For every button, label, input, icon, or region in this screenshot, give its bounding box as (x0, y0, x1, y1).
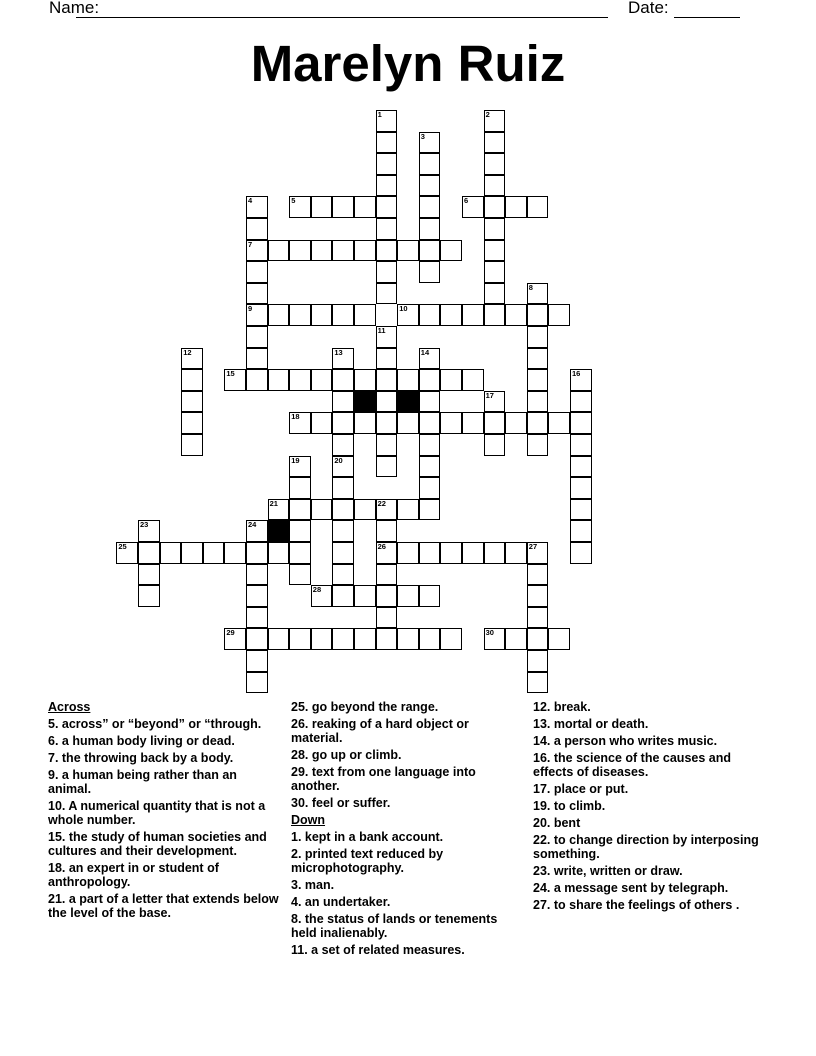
clue-number: 21 (269, 498, 278, 508)
grid-cell[interactable] (311, 499, 333, 521)
clue-item: 9. a human being rather than an animal. (48, 768, 237, 796)
clue-section-heading: Across (48, 700, 91, 714)
clue-number: 17 (485, 390, 494, 400)
puzzle-title: Marelyn Ruiz (250, 35, 566, 92)
grid-cell[interactable] (527, 434, 549, 456)
grid-cell[interactable] (160, 542, 182, 564)
grid-cell[interactable] (376, 607, 398, 629)
grid-cell[interactable] (332, 196, 354, 218)
grid-cell[interactable] (570, 456, 592, 478)
grid-cell[interactable] (376, 240, 398, 262)
grid-cell[interactable] (527, 412, 549, 434)
grid-cell[interactable] (354, 628, 376, 650)
grid-cell[interactable] (289, 628, 311, 650)
grid-cell[interactable] (505, 628, 527, 650)
grid-cell[interactable] (484, 283, 506, 305)
clue-item: 26. reaking of a hard object or material. (291, 717, 469, 745)
grid-cell[interactable] (224, 542, 246, 564)
grid-cell[interactable] (570, 434, 592, 456)
grid-cell[interactable] (332, 520, 354, 542)
grid-cell[interactable] (397, 240, 419, 262)
clue-number: 16 (572, 369, 581, 379)
grid-cell[interactable] (332, 391, 354, 413)
grid-cell[interactable] (246, 650, 268, 672)
grid-cell[interactable] (181, 391, 203, 413)
grid-cell[interactable] (570, 391, 592, 413)
grid-cell[interactable] (397, 499, 419, 521)
clue-item: 29. text from one language into another. (291, 765, 476, 793)
grid-cell[interactable] (354, 585, 376, 607)
clue-item: 3. man. (291, 878, 335, 892)
grid-cell[interactable] (570, 499, 592, 521)
clue-item: 12. break. (533, 700, 591, 714)
clue-number: 9 (248, 304, 253, 314)
grid-cell[interactable] (527, 348, 549, 370)
grid-cell[interactable] (440, 542, 462, 564)
clue-item: 28. go up or climb. (291, 748, 402, 762)
grid-cell[interactable] (484, 434, 506, 456)
grid-cell[interactable] (246, 585, 268, 607)
clue-item: 14. a person who writes music. (533, 734, 718, 748)
clue-number: 24 (248, 520, 257, 530)
grid-cell[interactable] (138, 542, 160, 564)
clue-item: 15. the study of human societies and cultures and their development. (48, 830, 267, 858)
grid-cell[interactable] (332, 499, 354, 521)
grid-cell[interactable] (397, 542, 419, 564)
clue-item: 17. place or put. (533, 782, 629, 796)
clue-number: 27 (528, 542, 538, 551)
grid-cell[interactable] (311, 412, 333, 434)
black-square (397, 391, 419, 413)
grid-cell[interactable] (462, 369, 484, 391)
grid-cell[interactable] (311, 304, 333, 326)
grid-cell[interactable] (354, 304, 376, 326)
clue-number: 1 (377, 110, 382, 119)
clue-number: 6 (464, 196, 469, 206)
grid-cell[interactable] (246, 628, 268, 650)
grid-cell[interactable] (484, 196, 506, 218)
grid-cell[interactable] (376, 456, 398, 478)
grid-cell[interactable] (376, 369, 398, 391)
clue-item: 16. the science of the causes and effects of diseases. (533, 751, 731, 779)
grid-cell[interactable] (332, 585, 354, 607)
grid-cell[interactable] (376, 434, 398, 456)
grid-cell[interactable] (138, 564, 160, 586)
clue-item: 27. to share the feelings of others . (533, 898, 740, 912)
grid-cell[interactable] (246, 672, 268, 694)
grid-cell[interactable] (527, 391, 549, 413)
grid-cell[interactable] (419, 175, 441, 197)
grid-cell[interactable] (570, 477, 592, 499)
clue-number: 28 (312, 585, 322, 595)
grid-cell[interactable] (246, 607, 268, 629)
clue-number: 5 (291, 196, 296, 206)
grid-cell[interactable] (527, 369, 549, 391)
grid-cell[interactable] (354, 499, 376, 521)
grid-cell[interactable] (419, 391, 441, 413)
grid-cell[interactable] (419, 434, 441, 456)
grid-cell[interactable] (376, 348, 398, 370)
grid-cell[interactable] (332, 369, 354, 391)
grid-cell[interactable] (332, 412, 354, 434)
grid-cell[interactable] (268, 304, 290, 326)
grid-cell[interactable] (289, 520, 311, 542)
grid-cell[interactable] (397, 628, 419, 650)
clue-item: 8. the status of lands or tenements held inalienably. (291, 912, 498, 940)
clue-item: 13. mortal or death. (533, 717, 649, 731)
clue-item: 2. printed text reduced by microphotography. (291, 847, 444, 875)
clue-number: 13 (334, 347, 343, 357)
clue-number: 15 (226, 369, 235, 379)
grid-cell[interactable] (289, 477, 311, 499)
clue-item: 25. go beyond the range. (291, 700, 439, 714)
clue-item: 20. bent (533, 816, 581, 830)
grid-cell[interactable] (289, 369, 311, 391)
grid-cell[interactable] (505, 412, 527, 434)
clue-column-1 (48, 700, 280, 923)
clue-number: 11 (377, 326, 386, 335)
clue-number: 23 (140, 520, 149, 530)
clue-item: 4. an undertaker. (291, 895, 391, 909)
grid-cell[interactable] (181, 412, 203, 434)
grid-cell[interactable] (527, 628, 549, 650)
grid-cell[interactable] (203, 542, 225, 564)
grid-cell[interactable] (332, 564, 354, 586)
grid-cell[interactable] (332, 477, 354, 499)
clue-item: 10. A numerical quantity that is not a whole number. (48, 799, 266, 827)
grid-cell[interactable] (505, 542, 527, 564)
grid-cell[interactable] (332, 542, 354, 564)
grid-cell[interactable] (419, 412, 441, 434)
grid-cell[interactable] (505, 304, 527, 326)
clue-section-heading: Down (291, 813, 326, 827)
clue-item: 5. across” or “beyond” or “through. (48, 717, 262, 731)
grid-cell[interactable] (527, 196, 549, 218)
grid-cell[interactable] (440, 304, 462, 326)
grid-cell[interactable] (419, 542, 441, 564)
grid-cell[interactable] (440, 412, 462, 434)
grid-cell[interactable] (484, 218, 506, 240)
clue-number: 12 (183, 347, 192, 357)
clue-column-2 (291, 700, 523, 960)
grid-cell[interactable] (527, 650, 549, 672)
grid-cell[interactable] (268, 628, 290, 650)
grid-cell[interactable] (376, 412, 398, 434)
grid-cell[interactable] (246, 326, 268, 348)
grid-cell[interactable] (570, 520, 592, 542)
clue-number: 20 (334, 455, 343, 465)
grid-cell[interactable] (440, 369, 462, 391)
grid-cell[interactable] (246, 261, 268, 283)
grid-cell[interactable] (419, 261, 441, 283)
grid-cell[interactable] (246, 348, 268, 370)
black-square (268, 520, 290, 542)
grid-cell[interactable] (376, 132, 398, 154)
clue-item: 11. a set of related measures. (291, 943, 465, 957)
clue-number: 4 (248, 196, 253, 206)
clue-number: 14 (420, 347, 430, 357)
grid-cell[interactable] (181, 369, 203, 391)
grid-cell[interactable] (268, 369, 290, 391)
grid-cell[interactable] (419, 456, 441, 478)
grid-cell[interactable] (354, 369, 376, 391)
grid-cell[interactable] (332, 240, 354, 262)
grid-cell[interactable] (376, 218, 398, 240)
grid-cell[interactable] (289, 240, 311, 262)
grid-cell[interactable] (311, 628, 333, 650)
clue-number: 29 (226, 628, 235, 638)
grid-cell[interactable] (527, 672, 549, 694)
grid-cell[interactable] (246, 542, 268, 564)
grid-cell[interactable] (484, 240, 506, 262)
grid-cell[interactable] (181, 542, 203, 564)
grid-cell[interactable] (462, 412, 484, 434)
grid-cell[interactable] (419, 218, 441, 240)
grid-cell[interactable] (332, 304, 354, 326)
grid-cell[interactable] (376, 520, 398, 542)
grid-cell[interactable] (354, 412, 376, 434)
clue-number: 7 (248, 239, 253, 249)
grid-cell[interactable] (268, 542, 290, 564)
clue-item: 23. write, written or draw. (533, 864, 683, 878)
grid-cell[interactable] (332, 628, 354, 650)
clue-item: 18. an expert in or student of anthropology. (48, 861, 219, 889)
grid-cell[interactable] (484, 542, 506, 564)
grid-cell[interactable] (246, 369, 268, 391)
clue-item: 22. to change direction by interposing something. (533, 833, 759, 861)
grid-cell[interactable] (527, 607, 549, 629)
grid-cell[interactable] (419, 240, 441, 262)
grid-cell[interactable] (332, 434, 354, 456)
grid-cell[interactable] (289, 304, 311, 326)
grid-cell[interactable] (311, 369, 333, 391)
clue-number: 25 (118, 542, 127, 551)
clue-item: 24. a message sent by telegraph. (533, 881, 729, 895)
grid-cell[interactable] (419, 628, 441, 650)
grid-cell[interactable] (527, 326, 549, 348)
grid-cell[interactable] (462, 304, 484, 326)
grid-cell[interactable] (484, 261, 506, 283)
grid-cell[interactable] (289, 564, 311, 586)
grid-cell[interactable] (527, 585, 549, 607)
grid-cell[interactable] (311, 240, 333, 262)
clue-item: 7. the throwing back by a body. (48, 751, 234, 765)
grid-cell[interactable] (376, 196, 398, 218)
grid-cell[interactable] (505, 196, 527, 218)
grid-cell[interactable] (548, 412, 570, 434)
grid-cell[interactable] (268, 240, 290, 262)
grid-cell[interactable] (376, 391, 398, 413)
clue-number: 22 (377, 498, 386, 508)
grid-cell[interactable] (376, 261, 398, 283)
grid-cell[interactable] (440, 240, 462, 262)
grid-cell[interactable] (397, 369, 419, 391)
grid-cell[interactable] (527, 304, 549, 326)
grid-cell[interactable] (484, 175, 506, 197)
date-label: Date: (628, 0, 669, 17)
grid-cell[interactable] (484, 412, 506, 434)
grid-cell[interactable] (484, 132, 506, 154)
grid-cell[interactable] (246, 218, 268, 240)
grid-cell[interactable] (376, 153, 398, 175)
grid-cell[interactable] (181, 434, 203, 456)
clue-item: 19. to climb. (533, 799, 606, 813)
grid-cell[interactable] (419, 304, 441, 326)
grid-cell[interactable] (548, 304, 570, 326)
grid-cell[interactable] (419, 196, 441, 218)
grid-cell[interactable] (440, 628, 462, 650)
grid-cell[interactable] (419, 153, 441, 175)
clue-number: 10 (399, 304, 408, 314)
grid-cell[interactable] (246, 283, 268, 305)
grid-cell[interactable] (311, 196, 333, 218)
grid-cell[interactable] (548, 628, 570, 650)
grid-cell[interactable] (527, 564, 549, 586)
grid-cell[interactable] (462, 542, 484, 564)
clue-number: 26 (377, 542, 386, 551)
grid-cell[interactable] (419, 585, 441, 607)
grid-cell[interactable] (354, 196, 376, 218)
grid-cell[interactable] (484, 304, 506, 326)
grid-cell[interactable] (376, 585, 398, 607)
grid-cell[interactable] (246, 564, 268, 586)
grid-cell[interactable] (376, 283, 398, 305)
grid-cell[interactable] (484, 153, 506, 175)
clue-number: 2 (485, 110, 490, 119)
grid-cell[interactable] (289, 499, 311, 521)
grid-cell[interactable] (376, 175, 398, 197)
clue-item: 6. a human body living or dead. (48, 734, 235, 748)
grid-cell[interactable] (570, 542, 592, 564)
clue-item: 30. feel or suffer. (291, 796, 391, 810)
clue-column-3 (533, 700, 765, 915)
grid-cell[interactable] (419, 499, 441, 521)
clue-item: 1. kept in a bank account. (291, 830, 444, 844)
clue-item: 21. a part of a letter that extends below the level of the base. (48, 892, 279, 920)
grid-cell[interactable] (138, 585, 160, 607)
grid-cell[interactable] (397, 585, 419, 607)
grid-cell[interactable] (354, 240, 376, 262)
grid-cell[interactable] (376, 628, 398, 650)
grid-cell[interactable] (289, 542, 311, 564)
name-label: Name: (49, 0, 100, 17)
clue-number: 3 (420, 131, 425, 141)
grid-cell[interactable] (419, 477, 441, 499)
clue-number: 19 (291, 455, 300, 465)
clue-number: 18 (291, 412, 300, 422)
black-square (354, 391, 376, 413)
grid-cell[interactable] (397, 412, 419, 434)
clue-number: 30 (485, 628, 494, 638)
grid-cell[interactable] (570, 412, 592, 434)
clue-number: 8 (528, 282, 533, 292)
grid-cell[interactable] (376, 564, 398, 586)
grid-cell[interactable] (419, 369, 441, 391)
